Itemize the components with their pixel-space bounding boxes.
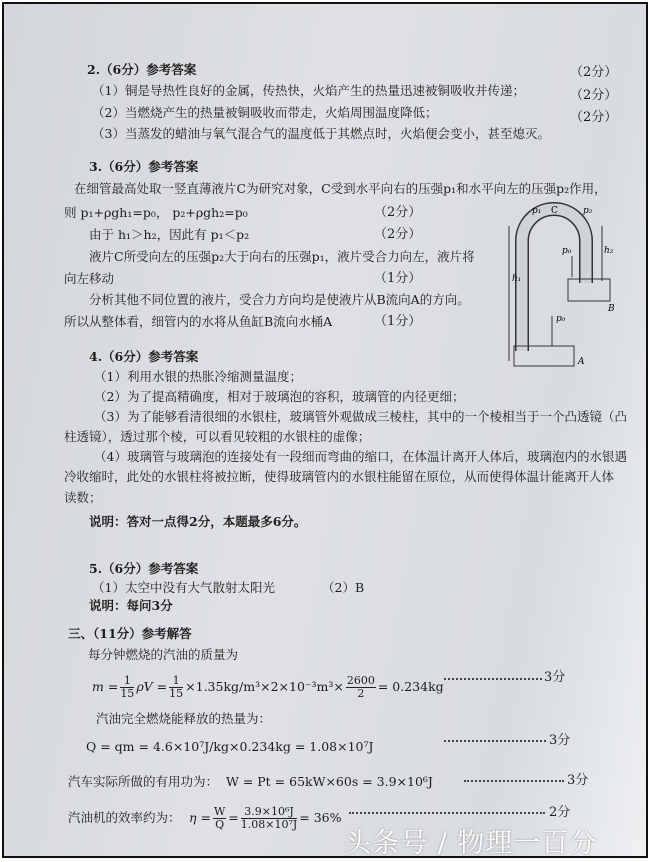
q5-answer-2: （2）B <box>322 580 365 595</box>
q5-title: 5.（6分）参考答案 <box>89 561 199 576</box>
score: 2分 <box>549 805 571 820</box>
formula-heat: Q = qm = 4.6×10⁷J/kg×0.234kg = 1.08×10⁷J <box>86 739 374 754</box>
q4-item: 读数； <box>64 490 102 505</box>
score: （2分） <box>570 110 618 125</box>
q4-note: 说明：答对一点得2分，本题最多6分。 <box>89 514 307 529</box>
q4-item: （4）玻璃管与玻璃泡的连接处有一段细而弯曲的缩口，在体温计离开人体后，玻璃泡内的水银遇 <box>94 449 627 464</box>
q-three-title: 三、（11分）参考解答 <box>68 626 192 641</box>
q4-item: 冷收缩时，此处的水银柱将被拉断，使得玻璃管内的水银柱能留在原位，从而使得体温计能离开人体 <box>64 469 615 484</box>
q2-item: （3）当蒸发的蜡油与氧气混合气的温度低于其燃点时，火焰便会变小，甚至熄灭。 <box>92 126 550 141</box>
label-a: A <box>578 357 585 367</box>
q4-item: （3）为了能够看清很细的水银柱，玻璃管外观做成三棱柱，其中的一个棱相当于一个凸透镜（凸 <box>94 409 627 424</box>
q4-title: 4.（6分）参考答案 <box>89 349 199 364</box>
q3-line: 由于 h₁＞h₂，因此有 p₁＜p₂ <box>89 227 250 242</box>
q3-line: 在细管最高处取一竖直薄液片C为研究对象，C受到水平向右的压强p₁和水平向左的压强p₂作用， <box>74 181 607 196</box>
text-line: 汽车实际所做的有用功为： <box>68 774 219 789</box>
score: （1分） <box>374 271 422 286</box>
q3-line: 向左移动 <box>64 271 115 286</box>
label-b: B <box>608 304 615 314</box>
score: （1分） <box>374 314 422 329</box>
score: （2分） <box>374 205 422 220</box>
score: 3分 <box>544 670 566 685</box>
label-h2: h₂ <box>604 246 614 256</box>
label-p1: p₁ <box>532 206 542 216</box>
q5-answer-1: （1）太空中没有大气散射太阳光 <box>92 580 275 595</box>
q3-line: 分析其他不同位置的液片，受合力方向均是使液片从B流向A的方向。 <box>89 292 470 307</box>
score: （2分） <box>570 88 618 103</box>
q2-title: 2.（6分）参考答案 <box>87 62 197 77</box>
q3-title: 3.（6分）参考答案 <box>89 159 199 174</box>
formula-work: W = Pt = 65kW×60s = 3.9×10⁶J <box>226 774 433 789</box>
label-p0: p₀ <box>562 246 572 256</box>
q2-item: （2）当燃烧产生的热量被铜吸收而带走，火焰周围温度降低； <box>92 105 438 120</box>
text-line: 每分钟燃烧的汽油的质量为 <box>88 647 239 662</box>
q3-line: 液片C所受向左的压强p₂大于向右的压强p₁，液片受合力向左，液片将 <box>89 249 475 264</box>
formula-mass: m = $\frac{1}{15}$ ρV = $\frac{1}{15}$ ×1.35kg/m³×2×10⁻³m³× $\frac{2600}{2}$ = 0.234kg <box>92 674 444 700</box>
q5-note: 说明：每问3分 <box>89 598 173 613</box>
text-line: 汽油机的效率约为： <box>68 810 181 825</box>
q3-line: 则 p₁+ρgh₁=p₀， p₂+ρgh₂=p₀ <box>64 205 248 220</box>
score: 3分 <box>549 733 571 748</box>
label-p2: p₂ <box>583 206 593 216</box>
answer-sheet-photo <box>2 2 648 858</box>
text-line: 汽油完全燃烧能释放的热量为： <box>96 711 272 726</box>
formula-efficiency: η = $\frac{W}{Q}$ = $\frac{\text{3.9×10⁶J}}{\text{1.08×10⁷J}}$ = 36% <box>189 805 342 831</box>
siphon-diagram <box>504 201 634 371</box>
q3-line: 所以从整体看，细管内的水将从鱼缸B流向水桶A <box>64 314 333 329</box>
q4-item: （1）利用水银的热胀冷缩测量温度； <box>94 369 302 384</box>
label-c: C <box>551 206 558 216</box>
watermark: 头条号 / 物理一百分 <box>344 828 598 858</box>
q4-item: （2）为了提高精确度，相对于玻璃泡的容积，玻璃管的内径更细； <box>94 389 465 404</box>
score: （2分） <box>570 65 618 80</box>
q2-item: （1）铜是导热性良好的金属，传热快，火焰产生的热量迅速被铜吸收并传递； <box>92 83 525 98</box>
q4-item: 柱透镜），透过那个棱，可以看见较粗的水银柱的虚像； <box>64 429 371 444</box>
score: 3分 <box>567 773 589 788</box>
score: （2分） <box>374 227 422 242</box>
label-h1: h₁ <box>512 274 522 284</box>
label-p0: p₀ <box>556 314 566 324</box>
